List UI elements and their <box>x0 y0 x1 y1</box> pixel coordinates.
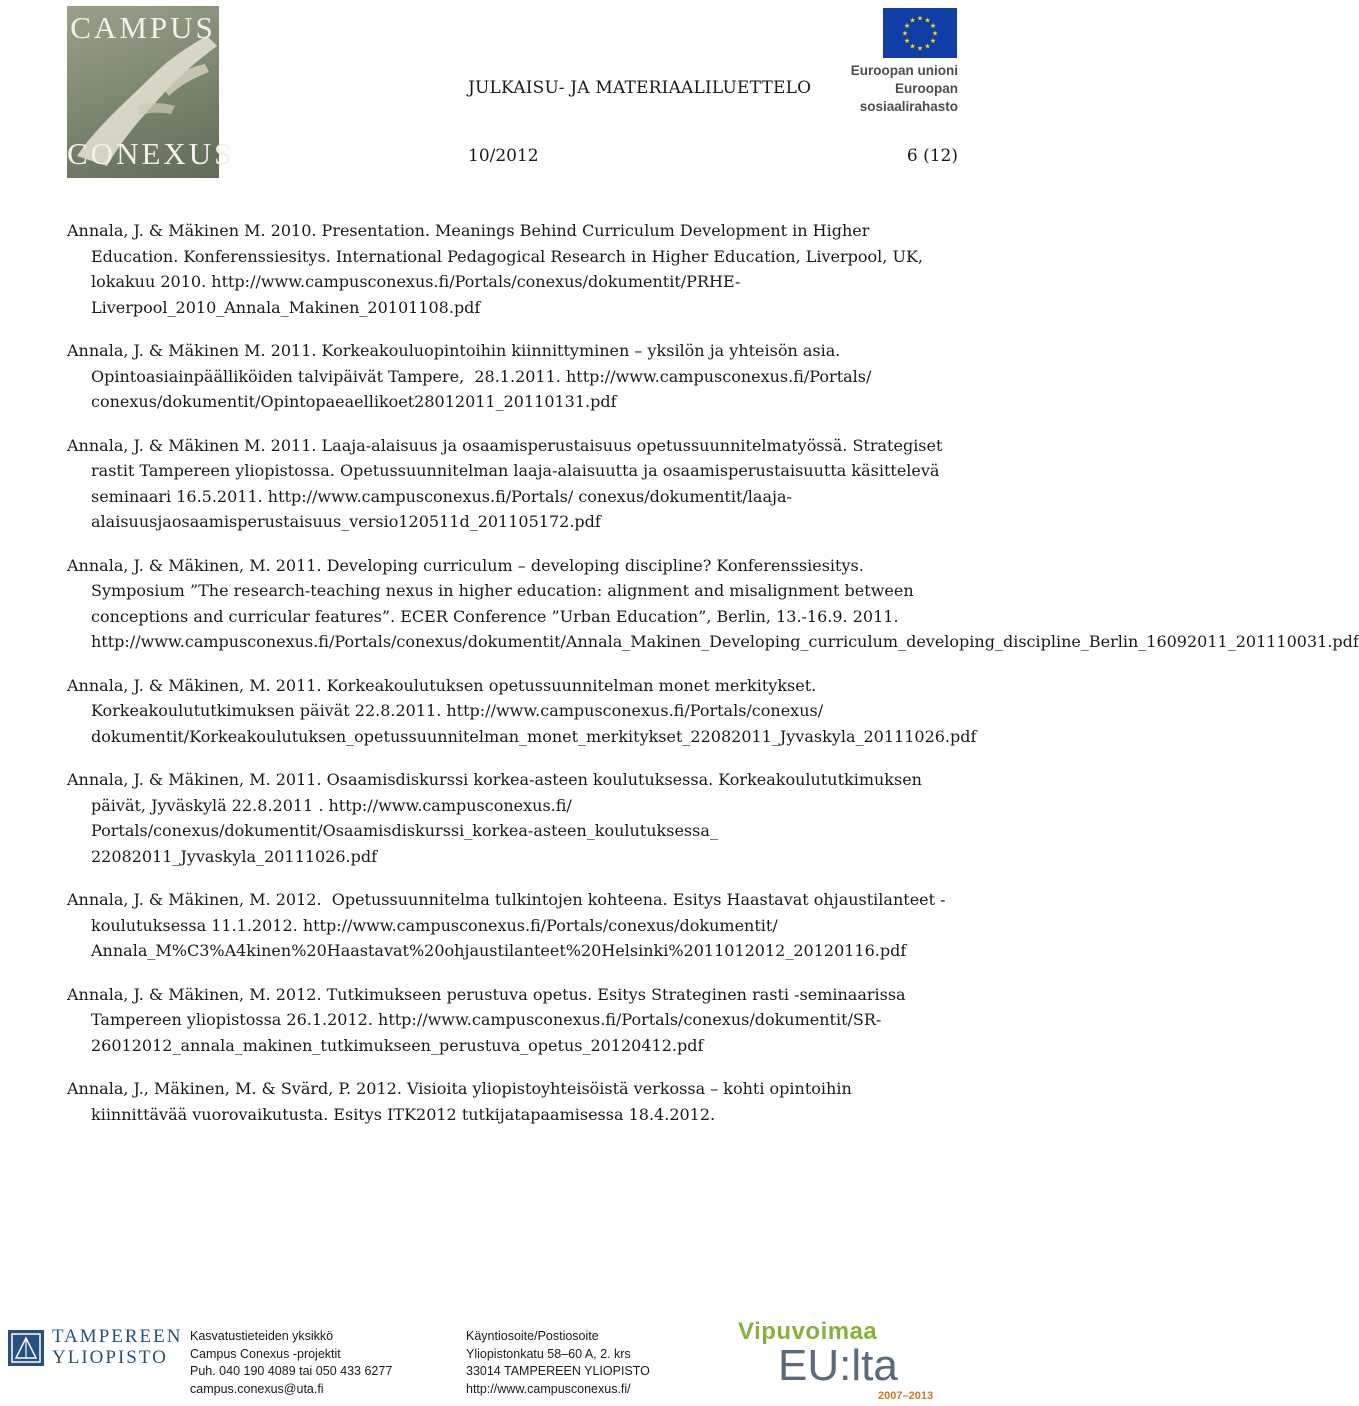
campus-conexus-logo <box>67 6 235 178</box>
vip-logo-line1: Vipuvoimaa <box>738 1318 878 1345</box>
eu-star-icon: ★ <box>903 22 911 30</box>
footer-unit-name: Kasvatustieteiden yksikkö <box>190 1329 334 1343</box>
eu-star-icon: ★ <box>909 16 916 25</box>
eu-star-icon: ★ <box>916 14 924 23</box>
reference-item <box>67 338 947 415</box>
reference-text: Annala, J. & Mäkinen, M. 2011. Korkeakoulutuksen opetussuunnitelman monet merkitykset. Korkeakoulututkimuksen päivät 22.8.2011. http://www.campusconexus.fi/Portals/conexus/ dokumentit/Korkeakoulutuksen_opetussuunnitelman_monet_merkitykset_22082011_Jyvaskyla_20111026.pdf <box>67 675 977 746</box>
footer-street: Yliopistonkatu 58–60 A, 2. krs <box>466 1346 631 1361</box>
eu-star-icon: ★ <box>901 29 909 38</box>
document-date: 10/2012 <box>468 146 539 166</box>
reference-item <box>67 218 947 320</box>
tampere-university-logo <box>8 1326 183 1372</box>
reference-item <box>67 673 977 750</box>
eu-star-icon: ★ <box>903 37 911 45</box>
eu-flag-icon <box>883 8 957 58</box>
eu-star-icon: ★ <box>929 37 937 45</box>
vip-logo-years: 2007–2013 <box>878 1390 934 1402</box>
eu-logo-line2: Euroopan sosiaalirahasto <box>859 81 958 114</box>
reference-text: Annala, J. & Mäkinen, M. 2012. Tutkimukseen perustuva opetus. Esitys Strateginen rasti -seminaarissa Tampereen yliopistossa 26.1.2012. http://www.campusconexus.fi/Portals/conexus/dokumentit/SR-26012012_annala_makinen_tutkimukseen_perustuva_opetus_20120412.pdf <box>67 984 911 1055</box>
university-name-line1: TAMPEREEN <box>52 1326 183 1347</box>
logo-word-bottom: CONEXUS <box>67 136 235 171</box>
reference-text: Annala, J. & Mäkinen M. 2011. Laaja-alaisuus ja osaamisperustaisuus opetussuunnitelmatyössä. Strategiset rastit Tampereen yliopistossa. Opetussuunnitelman laaja-alaisuutta ja osaamisperustaisuutta käsittelevä seminaari 16.5.2011. http://www.campusconexus.fi/Portals/ conexus/dokumentit/laaja-alaisuusjaosaamisperustaisuus_versio120511d_201105172.pdf <box>67 435 948 531</box>
footer-email[interactable]: campus.conexus@uta.fi <box>190 1381 324 1396</box>
reference-text: Annala, J. & Mäkinen M. 2011. Korkeakouluopintoihin kiinnittyminen – yksilön ja yhteisön asia. Opintoasiainpäälliköiden talvipäivät Tampere, 28.1.2011. http://www.campusconexus.fi/Portals/ conexus/dokumentit/Opintopaeaellikoet28012011_20110131.pdf <box>67 341 877 411</box>
eu-star-icon: ★ <box>909 42 916 51</box>
footer-postal: 33014 TAMPEREEN YLIOPISTO <box>466 1364 650 1378</box>
logo-word-top: CAMPUS <box>70 10 216 45</box>
eu-star-icon: ★ <box>931 29 939 38</box>
reference-item <box>67 767 947 869</box>
footer-address-label: Käyntiosoite/Postiosoite <box>466 1329 599 1343</box>
footer-contact-address <box>466 1328 650 1398</box>
eu-star-icon: ★ <box>916 44 924 53</box>
university-emblem-icon <box>8 1330 44 1366</box>
footer-project-name: Campus Conexus -projektit <box>190 1346 341 1361</box>
vipuvoimaa-eu-logo <box>738 1318 948 1404</box>
reference-text: Annala, J. & Mäkinen M. 2010. Presentation. Meanings Behind Curriculum Development in Higher Education. Konferenssiesitys. International Pedagogical Research in Higher Education, Liverpool, UK, lokakuu 2010. http://www.campusconexus.fi/Portals/conexus/dokumentit/PRHE-Liverpool_2010_Annala_Makinen_20101108.pdf <box>67 221 929 317</box>
reference-text: Annala, J. & Mäkinen, M. 2011. Osaamisdiskurssi korkea-asteen koulutuksessa. Korkeakoulututkimuksen päivät, Jyväskylä 22.8.2011 . http://www.campusconexus.fi/ Portals/conexus/dokumentit/Osaamisdiskurssi_korkea-asteen_koulutuksessa_ 22082011_Jyvaskyla_20111026.pdf <box>67 770 928 866</box>
page-number: 6 (12) <box>906 146 958 166</box>
reference-text: Annala, J. & Mäkinen, M. 2011. Developing curriculum – developing discipline? Konferenssiesitys. Symposium ”The research-teaching nexus in higher education: alignment and misalignment between conceptions and curricular features”. ECER Conference ”Urban Education”, Berlin, 13.-16.9. 2011. http://www.campusconexus.fi/Portals/conexus/dokumentit/Annala_Makinen_Developing_curriculum_developing_discipline_Berlin_16092011_201110031.pdf <box>67 555 1359 651</box>
footer-phone: Puh. 040 190 4089 tai 050 433 6277 <box>190 1364 393 1378</box>
footer-contact-unit <box>190 1328 392 1398</box>
reference-item <box>67 982 947 1059</box>
footer-website[interactable]: http://www.campusconexus.fi/ <box>466 1381 631 1396</box>
reference-list <box>67 218 1359 1145</box>
vip-logo-line2: EU:lta <box>778 1341 898 1390</box>
eu-logo-line1: Euroopan unioni <box>850 63 958 78</box>
eu-star-icon: ★ <box>924 16 931 25</box>
eu-star-icon: ★ <box>924 42 931 51</box>
eu-logo-text <box>796 62 958 116</box>
university-name-line2: YLIOPISTO <box>52 1347 168 1368</box>
reference-text: Annala, J. & Mäkinen, M. 2012. Opetussuunnitelma tulkintojen kohteena. Esitys Haastavat ohjaustilanteet -koulutuksessa 11.1.2012. http://www.campusconexus.fi/Portals/conexus/dokumentit/ Annala_M%C3%A4kinen%20Haastavat%20ohjaustilanteet%20Helsinki%2011012012_20120116.pdf <box>67 890 946 960</box>
reference-item <box>67 887 947 964</box>
eu-star-icon: ★ <box>929 22 937 30</box>
reference-item <box>67 553 1359 655</box>
reference-text: Annala, J., Mäkinen, M. & Svärd, P. 2012. Visioita yliopistoyhteisöistä verkossa – kohti opintoihin kiinnittävää vuorovaikutusta. Esitys ITK2012 tutkijatapaamisessa 18.4.2012. <box>67 1079 857 1124</box>
document-title: JULKAISU- JA MATERIAALILUETTELO <box>468 78 812 98</box>
reference-item <box>67 1076 947 1127</box>
reference-item <box>67 433 947 535</box>
